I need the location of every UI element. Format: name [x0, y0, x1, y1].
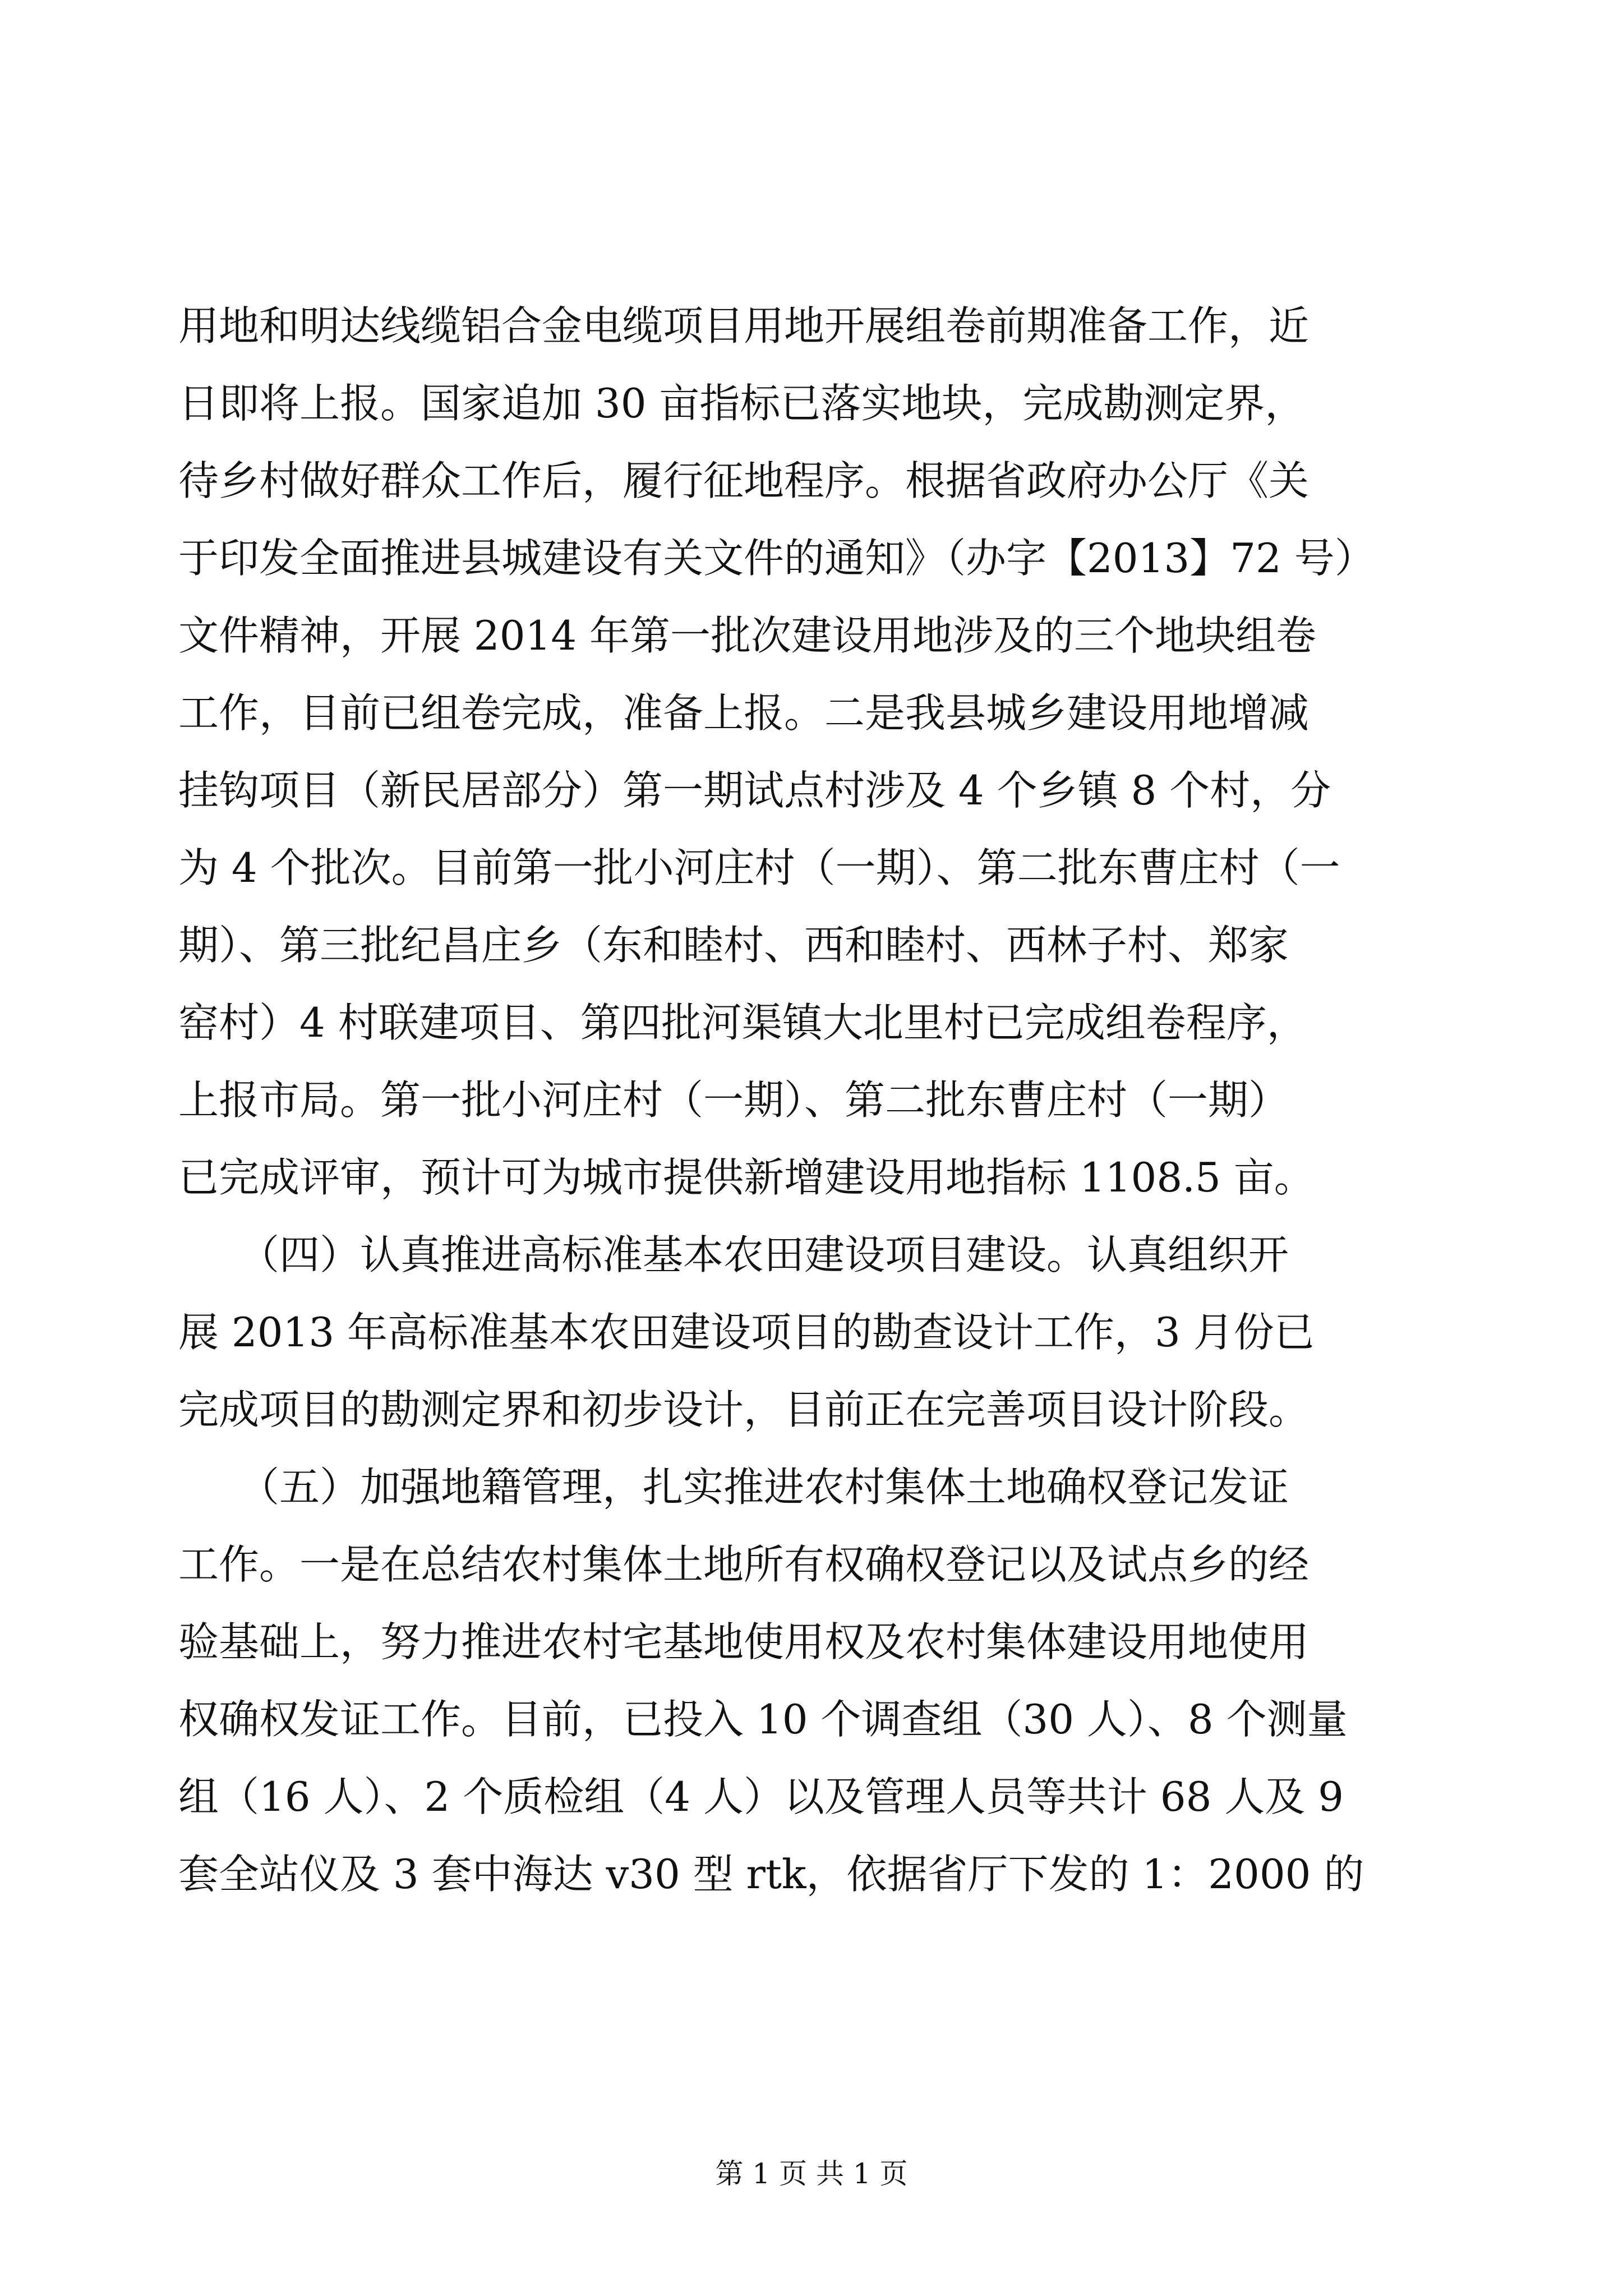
text-line: 工作，目前已组卷完成，准备上报。二是我县城乡建设用地增减: [178, 689, 1310, 737]
text-line: 挂钩项目（新民居部分）第一期试点村涉及 4 个乡镇 8 个村，分: [178, 767, 1331, 814]
text-line: 套全站仪及 3 套中海达 v30 型 rtk，依据省厅下发的 1：2000 的: [178, 1851, 1364, 1898]
text-line: 展 2013 年高标准基本农田建设项目的勘查设计工作，3 月份已: [178, 1309, 1315, 1356]
text-line: 工作。一是在总结农村集体土地所有权确权登记以及试点乡的经: [178, 1541, 1310, 1588]
text-line: 权确权发证工作。目前，已投入 10 个调查组（30 人）、8 个测量: [178, 1696, 1348, 1743]
text-line: 组（16 人）、2 个质检组（4 人）以及管理人员等共计 68 人及 9: [178, 1773, 1344, 1820]
paragraph-start-line: （五）加强地籍管理，扎实推进农村集体土地确权登记发证: [178, 1464, 1289, 1511]
text-line: 于印发全面推进县城建设有关文件的通知》（办字【2013】72 号）: [178, 535, 1375, 582]
text-line: 已完成评审，预计可为城市提供新增建设用地指标 1108.5 亩。: [178, 1154, 1315, 1201]
text-line: 验基础上，努力推进农村宅基地使用权及农村集体建设用地使用: [178, 1618, 1310, 1665]
text-line: 用地和明达线缆铝合金电缆项目用地开展组卷前期准备工作，近: [178, 302, 1310, 349]
text-line: 上报市局。第一批小河庄村（一期）、第二批东曹庄村（一期）: [178, 1076, 1289, 1124]
body-text: [178, 287, 1435, 1913]
text-line: 文件精神，开展 2014 年第一批次建设用地涉及的三个地块组卷: [178, 612, 1317, 659]
paragraph-start-line: （四）认真推进高标准基本农田建设项目建设。认真组织开: [178, 1231, 1289, 1278]
text-line: 完成项目的勘测定界和初步设计，目前正在完善项目设计阶段。: [178, 1386, 1310, 1433]
page-number-label: 第 1 页 共 1 页: [715, 2157, 908, 2190]
text-line: 日即将上报。国家追加 30 亩指标已落实地块，完成勘测定界，: [178, 380, 1306, 427]
text-line: 窑村）4 村联建项目、第四批河渠镇大北里村已完成组卷程序，: [178, 999, 1307, 1046]
text-line: 待乡村做好群众工作后，履行征地程序。根据省政府办公厅《关: [178, 457, 1310, 504]
text-line: 期）、第三批纪昌庄乡（东和睦村、西和睦村、西林子村、郑家: [178, 922, 1289, 969]
page-footer: [0, 2154, 1623, 2193]
text-line: 为 4 个批次。目前第一批小河庄村（一期）、第二批东曹庄村（一: [178, 844, 1340, 891]
